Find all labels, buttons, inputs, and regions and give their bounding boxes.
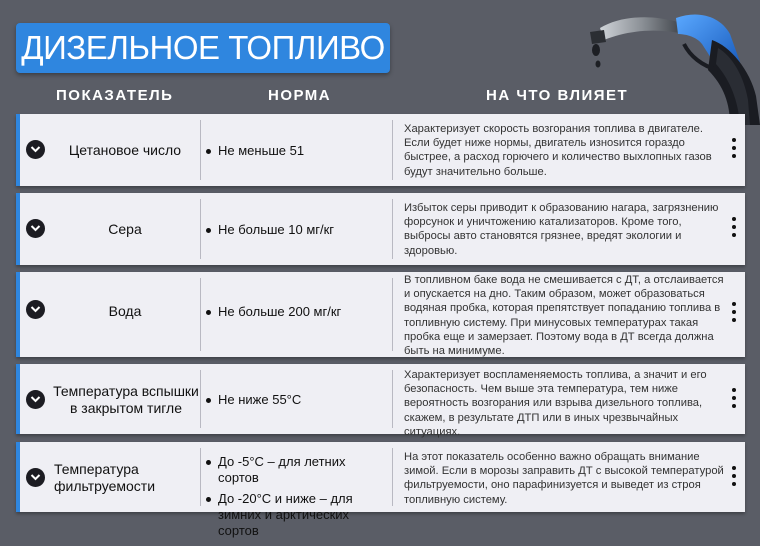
chevron-down-icon[interactable] xyxy=(26,390,45,409)
page-title: ДИЗЕЛЬНОЕ ТОПЛИВО xyxy=(21,29,385,66)
column-divider xyxy=(200,199,201,259)
chevron-down-icon[interactable] xyxy=(26,300,45,319)
effect-description: Характеризует скорость возгорания топлива в двигателе. Если будет ниже нормы, двигатель изнosится гораздо быстрее, а расход горючего и количество выхлопных газов будут значительно больше. xyxy=(404,123,712,178)
indicator-name: Вода xyxy=(108,303,142,319)
norm-item: До -20°C и ниже – для зимних и арктических сортов xyxy=(206,491,386,539)
table-row xyxy=(16,442,745,538)
column-divider xyxy=(392,120,393,180)
norm-item: Не больше 10 мг/кг xyxy=(206,222,386,238)
indicator-name: Температура фильтруемости xyxy=(54,461,156,494)
norm-value xyxy=(206,304,386,320)
effect-description: В топливном баке вода не смешивается с ДТ, а отслаивается и опускается на дно. Таким образом, может образоваться водяная пробка, которая препятствует попаданию топлива в топливную систему. При минусовых температурах такая пробка еще и замерзает. Поэтому вода в ДТ всегда должна быть на минимуме. xyxy=(404,274,724,358)
column-divider xyxy=(200,370,201,428)
more-options-icon[interactable] xyxy=(732,217,736,241)
indicator-name: Температура вспышки в закрытом тигле xyxy=(53,383,199,416)
effect-description: Избыток серы приводит к образованию нагара, загрязнению форсунок и уничтожению катализаторов. Кроме того, выбросы авто становятся грязнее, вредят экологии и здоровью. xyxy=(404,202,719,257)
effect-description: На этот показатель особенно важно обращать внимание зимой. Если в морозы заправить ДТ с высокой температурой фильтруемости, оно парафинизуется и выведет из строя топливную систему. xyxy=(404,451,724,506)
column-header-norm: НОРМА xyxy=(268,87,332,104)
norm-value xyxy=(206,222,386,238)
norm-value xyxy=(206,143,386,159)
more-options-icon[interactable] xyxy=(732,466,736,490)
norm-item: До -5°C – для летних сортов xyxy=(206,454,386,486)
indicator-name: Сера xyxy=(108,221,142,237)
column-header-indicator: ПОКАЗАТЕЛЬ xyxy=(56,87,174,104)
table-row xyxy=(16,114,745,186)
more-options-icon[interactable] xyxy=(732,388,736,412)
column-divider xyxy=(392,199,393,259)
table-row xyxy=(16,272,745,357)
norm-value xyxy=(206,454,386,539)
column-divider xyxy=(200,120,201,180)
table-row xyxy=(16,364,745,438)
column-divider xyxy=(392,278,393,351)
column-divider xyxy=(200,278,201,351)
fuel-nozzle-icon xyxy=(580,0,760,125)
effect-description: Характеризует воспламеняемость топлива, а значит и его безопасность. Чем выше эта температура, тем ниже вероятность возгорания или взрыва дизельного топлива, скажем, в результате ДТП или в иных чрезвычайных ситуациях. xyxy=(404,369,707,438)
column-divider xyxy=(392,370,393,428)
chevron-down-icon[interactable] xyxy=(26,468,45,487)
norm-item: Не ниже 55°C xyxy=(206,392,386,408)
norm-value xyxy=(206,392,386,408)
column-header-effect: НА ЧТО ВЛИЯЕТ xyxy=(486,87,629,104)
column-divider xyxy=(200,448,201,506)
indicator-name: Цетановое число xyxy=(68,142,182,158)
chevron-down-icon[interactable] xyxy=(26,140,45,159)
table-row xyxy=(16,193,745,265)
norm-item: Не больше 200 мг/кг xyxy=(206,304,386,320)
more-options-icon[interactable] xyxy=(732,302,736,326)
more-options-icon[interactable] xyxy=(732,138,736,162)
column-divider xyxy=(392,448,393,506)
title-banner xyxy=(16,23,390,73)
norm-item: Не меньше 51 xyxy=(206,143,386,159)
chevron-down-icon[interactable] xyxy=(26,219,45,238)
